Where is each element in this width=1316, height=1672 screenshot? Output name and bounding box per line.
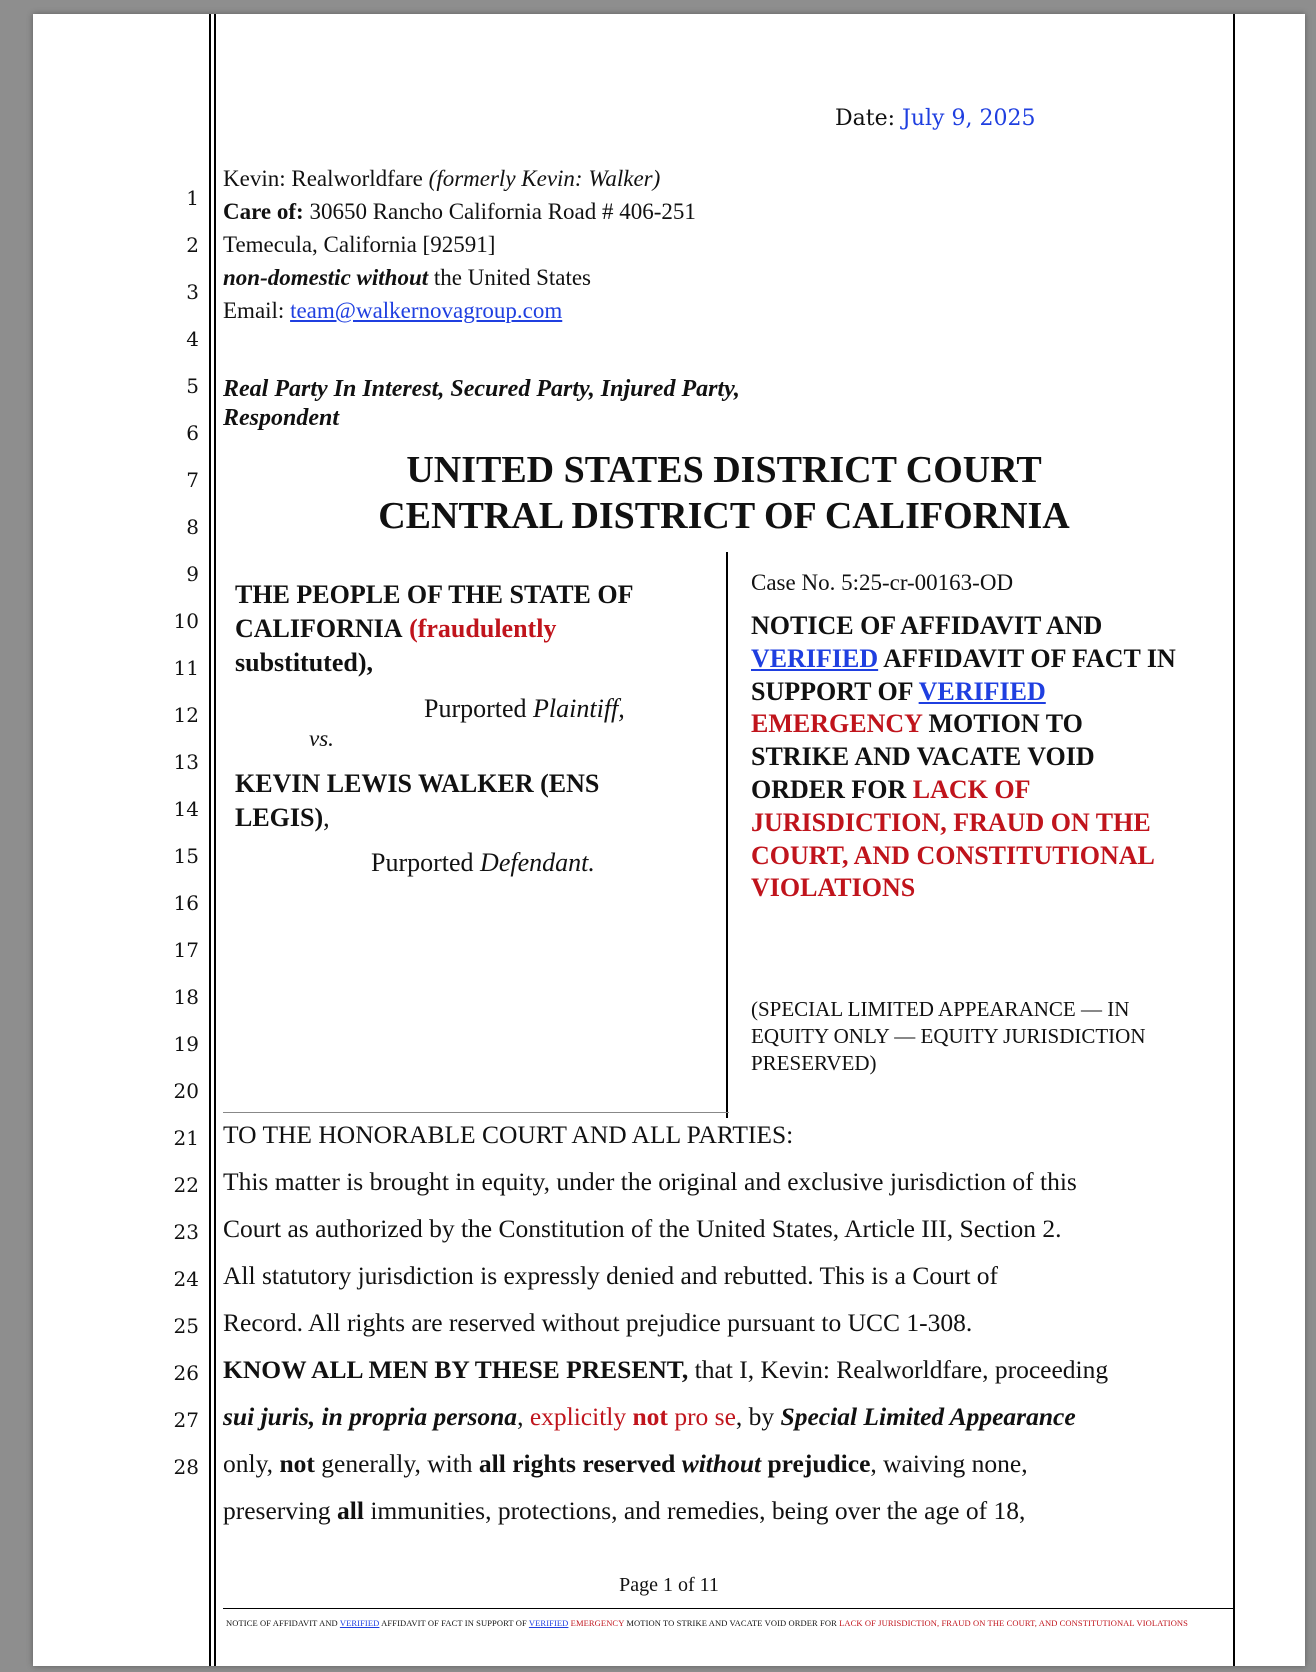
body-line-28-rest: immunities, protections, and remedies, being over the age of 18, <box>370 1496 1026 1525</box>
line-number: 3 <box>186 280 199 304</box>
title-line-6-a: ORDER FOR <box>751 774 907 804</box>
line-number: 1 <box>186 186 199 210</box>
email-line <box>223 298 562 324</box>
line-number: 4 <box>186 327 199 351</box>
court-title-line-2: CENTRAL DISTRICT OF CALIFORNIA <box>378 495 1070 537</box>
title-line-4-rest: MOTION TO <box>928 709 1083 739</box>
status-rest: the United States <box>433 265 592 290</box>
generally-text: generally, with <box>321 1449 473 1478</box>
footer-title <box>226 1618 1188 1628</box>
email-label: Email: <box>223 298 285 323</box>
footer-red-tail: LACK OF JURISDICTION, FRAUD ON THE COURT, AND CONSTITUTIONAL VIOLATIONS <box>839 1618 1188 1628</box>
plaintiff-state: CALIFORNIA <box>235 614 403 643</box>
line-number: 19 <box>173 1032 199 1056</box>
defendant-role-b: Defendant. <box>480 848 595 877</box>
all-bold: all <box>337 1496 364 1525</box>
footer-emergency: EMERGENCY <box>570 1618 625 1628</box>
plaintiff-line-2 <box>235 614 556 644</box>
care-of-line <box>223 199 696 225</box>
case-number: Case No. 5:25-cr-00163-OD <box>751 570 1014 595</box>
line-number: 9 <box>186 562 199 586</box>
title-line-6-red: LACK OF <box>912 774 1031 804</box>
line-number: 10 <box>173 609 199 633</box>
footer-verified-link-1[interactable]: VERIFIED <box>339 1618 380 1628</box>
not-bold: not <box>279 1449 315 1478</box>
line-number: 22 <box>173 1173 199 1197</box>
title-line-8: COURT, AND CONSTITUTIONAL <box>751 840 1155 870</box>
without-text: without <box>681 1449 762 1478</box>
footer-rule <box>223 1608 1233 1609</box>
line-number: 15 <box>173 844 199 868</box>
line-number: 24 <box>173 1267 199 1291</box>
line-number: 13 <box>173 750 199 774</box>
body-line-24: Record. All rights are reserved without prejudice pursuant to UCC 1-308. <box>223 1308 973 1337</box>
line-number: 5 <box>186 374 199 398</box>
care-of-label: Care of: <box>223 199 304 224</box>
court-title-line-1: UNITED STATES DISTRICT COURT <box>406 449 1042 491</box>
footer-part-1: NOTICE OF AFFIDAVIT AND <box>226 1618 338 1628</box>
plaintiff-line-3: substituted), <box>235 648 373 677</box>
explicitly-text: explicitly <box>529 1402 627 1431</box>
title-line-6 <box>751 774 1221 807</box>
special-limited-appearance: Special Limited Appearance <box>780 1402 1076 1431</box>
body-line-26 <box>223 1402 1076 1432</box>
by-text: , by <box>735 1402 775 1431</box>
defendant-role-a: Purported <box>371 848 474 877</box>
all-rights-reserved: all rights reserved <box>478 1449 676 1478</box>
body-line-25-rest: that I, Kevin: Realworldfare, proceeding <box>688 1355 1109 1384</box>
emergency-text: EMERGENCY <box>751 709 922 739</box>
line-number: 25 <box>173 1314 199 1338</box>
footer-part-3: MOTION TO STRIKE AND VACATE VOID ORDER FOR <box>626 1618 837 1628</box>
defendant-name: LEGIS) <box>235 803 324 832</box>
verified-link-1[interactable]: VERIFIED <box>751 643 879 673</box>
left-margin-rule-inner <box>214 14 216 1666</box>
address: 30650 Rancho California Road # 406-251 <box>309 199 696 224</box>
document-title <box>751 610 1221 905</box>
party-role-line-2: Respondent <box>223 405 340 431</box>
date-label: Date: <box>835 106 896 131</box>
plaintiff-role-a: Purported <box>424 694 527 723</box>
line-number: 26 <box>173 1361 199 1385</box>
plaintiff-note: (fraudulently <box>409 614 557 643</box>
line-number: 8 <box>186 515 199 539</box>
name-line <box>223 166 660 192</box>
not-text: not <box>632 1402 668 1431</box>
line-number: 27 <box>173 1408 199 1432</box>
title-line-5: STRIKE AND VACATE VOID <box>751 742 1095 772</box>
body-line-21: This matter is brought in equity, under the original and exclusive jurisdiction of this <box>223 1167 1077 1196</box>
body-line-28 <box>223 1496 1025 1526</box>
line-number: 11 <box>173 656 199 680</box>
plaintiff-role <box>424 694 625 724</box>
body-line-25 <box>223 1355 1108 1385</box>
line-number: 16 <box>173 891 199 915</box>
body-line-27 <box>223 1449 1028 1479</box>
title-line-2 <box>751 643 1221 676</box>
defendant-role <box>371 848 595 878</box>
footer-verified-link-2[interactable]: VERIFIED <box>528 1618 569 1628</box>
title-line-7: JURISDICTION, FRAUD ON THE <box>751 807 1151 837</box>
title-line-3 <box>751 676 1221 709</box>
special-appearance-note: (SPECIAL LIMITED APPEARANCE — IN EQUITY ONLY — EQUITY JURISDICTION PRESERVED) <box>751 997 1146 1075</box>
comma: , <box>517 1402 524 1431</box>
title-line-2-rest: AFFIDAVIT OF FACT IN <box>883 643 1176 673</box>
body-line-23: All statutory jurisdiction is expressly denied and rebutted. This is a Court of <box>223 1261 999 1290</box>
date-value: July 9, 2025 <box>902 106 1036 131</box>
line-number: 23 <box>173 1220 199 1244</box>
title-line-9: VIOLATIONS <box>751 873 916 903</box>
line-number: 21 <box>173 1126 199 1150</box>
party-name: Kevin: Realworldfare <box>223 166 423 191</box>
formerly-name: (formerly Kevin: Walker) <box>428 166 661 191</box>
line-numbers <box>33 14 203 1666</box>
caption-bottom-rule <box>223 1112 729 1113</box>
line-number: 18 <box>173 985 199 1009</box>
versus: vs. <box>309 726 334 751</box>
line-number: 12 <box>173 703 199 727</box>
title-line-4 <box>751 708 1221 741</box>
line-number: 2 <box>186 233 199 257</box>
city-line: Temecula, California [92591] <box>223 232 496 257</box>
title-line-1: NOTICE OF AFFIDAVIT AND <box>751 611 1103 640</box>
waiving-none: , waiving none, <box>870 1449 1028 1478</box>
defendant-line-1: KEVIN LEWIS WALKER (ENS <box>235 769 600 798</box>
preserving-text: preserving <box>223 1496 331 1525</box>
plaintiff-role-b: Plaintiff, <box>533 694 625 723</box>
email-link[interactable]: team@walkernovagroup.com <box>290 298 563 323</box>
status-line <box>223 265 591 291</box>
body-line-20: TO THE HONORABLE COURT AND ALL PARTIES: <box>223 1120 794 1149</box>
left-margin-rule <box>209 14 211 1666</box>
line-number: 17 <box>173 938 199 962</box>
plaintiff-line-1: THE PEOPLE OF THE STATE OF <box>235 580 634 609</box>
verified-link-2[interactable]: VERIFIED <box>918 676 1046 706</box>
know-all-men: KNOW ALL MEN BY THESE PRESENT, <box>223 1355 689 1384</box>
caption-divider <box>726 552 728 1118</box>
page-number: Page 1 of 11 <box>619 1574 719 1596</box>
title-line-3-a: SUPPORT OF <box>751 676 913 706</box>
sui-juris: sui juris, in propria persona <box>223 1402 518 1431</box>
body-line-22: Court as authorized by the Constitution of the United States, Article III, Section 2. <box>223 1214 1062 1243</box>
defendant-line-2: LEGIS), <box>235 803 330 832</box>
footer-part-2: AFFIDAVIT OF FACT IN SUPPORT OF <box>381 1618 527 1628</box>
document-page <box>33 14 1305 1666</box>
line-number: 6 <box>186 421 199 445</box>
party-role-line-1: Real Party In Interest, Secured Party, Injured Party, <box>223 376 740 402</box>
pro-se-text: pro se <box>674 1402 736 1431</box>
line-number: 7 <box>186 468 199 492</box>
date-line <box>835 106 1035 131</box>
prejudice-text: prejudice <box>767 1449 871 1478</box>
only-text: only, <box>223 1449 274 1478</box>
right-margin-rule <box>1233 14 1235 1666</box>
line-number: 14 <box>173 797 199 821</box>
line-number: 28 <box>173 1455 199 1479</box>
status-bold: non-domestic without <box>223 265 429 290</box>
line-number: 20 <box>173 1079 199 1103</box>
